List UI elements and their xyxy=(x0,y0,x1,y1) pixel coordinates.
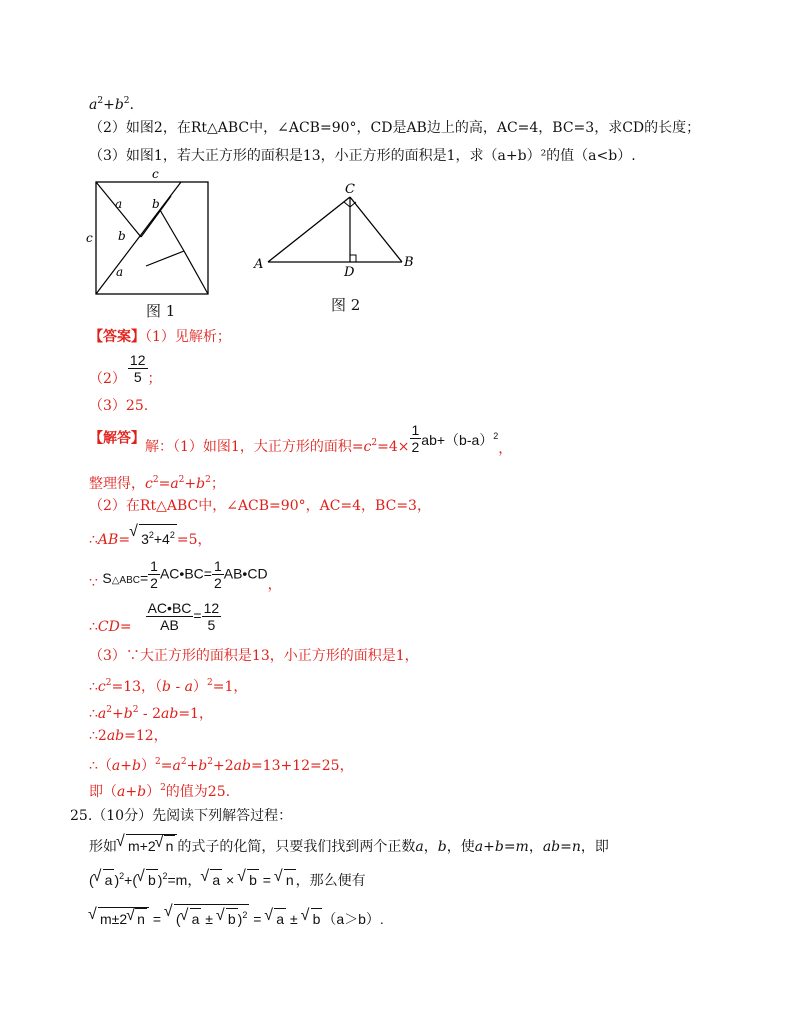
solution-line-3: （2）在Rt△ABC中，∠ACB=90°，AC=4，BC=3， xyxy=(89,498,431,514)
answer-1: 【答案】（1）见解析； xyxy=(89,329,231,345)
svg-text:A: A xyxy=(254,257,264,272)
solution-line-7: （3）∵大正方形的面积是13，小正方形的面积是1， xyxy=(89,648,419,664)
question-25-title: 25.（10分）先阅读下列解答过程： xyxy=(70,808,293,824)
question-3: （3）如图1，若大正方形的面积是13，小正方形的面积是1，求（a+b）²的值（a<b）. xyxy=(89,148,636,164)
solution-line-6: ∴CD= $\frac{AC•BC}{AB}$ = $\frac{12}{5}$ xyxy=(89,600,220,635)
figure-2-triangle xyxy=(250,180,420,280)
svg-text:a: a xyxy=(115,197,123,211)
question-25-line-3: √ m±2√ n = √ (√ a ± √ b )$^2$ = √ a ± √ b （a＞b）. xyxy=(89,904,384,930)
line-a2b2: $a^2+b^2$. xyxy=(89,96,134,113)
question-25-line-2: (√ a )$^2$+(√ b )$^2$=m，√ a × √ b = √ n ，那么便有 xyxy=(89,866,366,891)
figure-1-square xyxy=(84,166,220,296)
svg-text:D: D xyxy=(344,265,355,280)
figure-1-caption: 图 1 xyxy=(146,302,176,320)
solution-line-1: 【解答】解：（1）如图1，大正方形的面积$=c^2=4\times$ $\frac{1}{2}$ $ab+(b-a)^2$， xyxy=(89,422,513,457)
svg-text:C: C xyxy=(345,182,355,197)
solution-line-4: ∴AB=√ $3^2+4^2 =5$， xyxy=(89,524,212,550)
svg-text:a: a xyxy=(116,265,124,279)
solution-line-9: $\therefore a^2+b^2 - 2ab=1$， xyxy=(89,705,213,722)
solution-line-8: $\therefore c^2=13$，（b - a）$^2$=1， xyxy=(89,678,248,695)
svg-text:b: b xyxy=(152,197,160,211)
solution-line-2: 整理得，$c^2=a^2+b^2$； xyxy=(89,475,225,492)
solution-line-12: 即$(a+b)^2$的值为25. xyxy=(89,783,231,800)
svg-text:B: B xyxy=(404,255,414,270)
solution-line-11: $\therefore(a+b)^2=a^2+b^2+2ab=13+12=25$， xyxy=(89,757,354,774)
question-2: （2）如图2，在Rt△ABC中，∠ACB=90°，CD是AB边上的高，AC=4，BC=3，求CD的长度； xyxy=(89,120,701,136)
figure-2-caption: 图 2 xyxy=(331,296,361,314)
solution-line-5: ∵ S△ABC= $\frac{1}{2}$ AC•BC= $\frac{1}{2}$ AB•CD， xyxy=(89,558,282,593)
answer-2: （2） $\frac{12}{5}$ ； xyxy=(89,352,162,387)
fig1-label-c-left: c xyxy=(86,231,93,245)
fig1-label-c-top: c xyxy=(152,167,159,181)
svg-text:b: b xyxy=(118,229,126,243)
answer-3: （3）25. xyxy=(89,398,149,414)
question-25-line-1: 形如√ m+2√ n 的式子的化简，只要我们找到两个正数a，b，使a+b=m，ab=n，即 xyxy=(89,834,609,857)
solution-line-10: ∴2ab=12， xyxy=(89,728,168,744)
